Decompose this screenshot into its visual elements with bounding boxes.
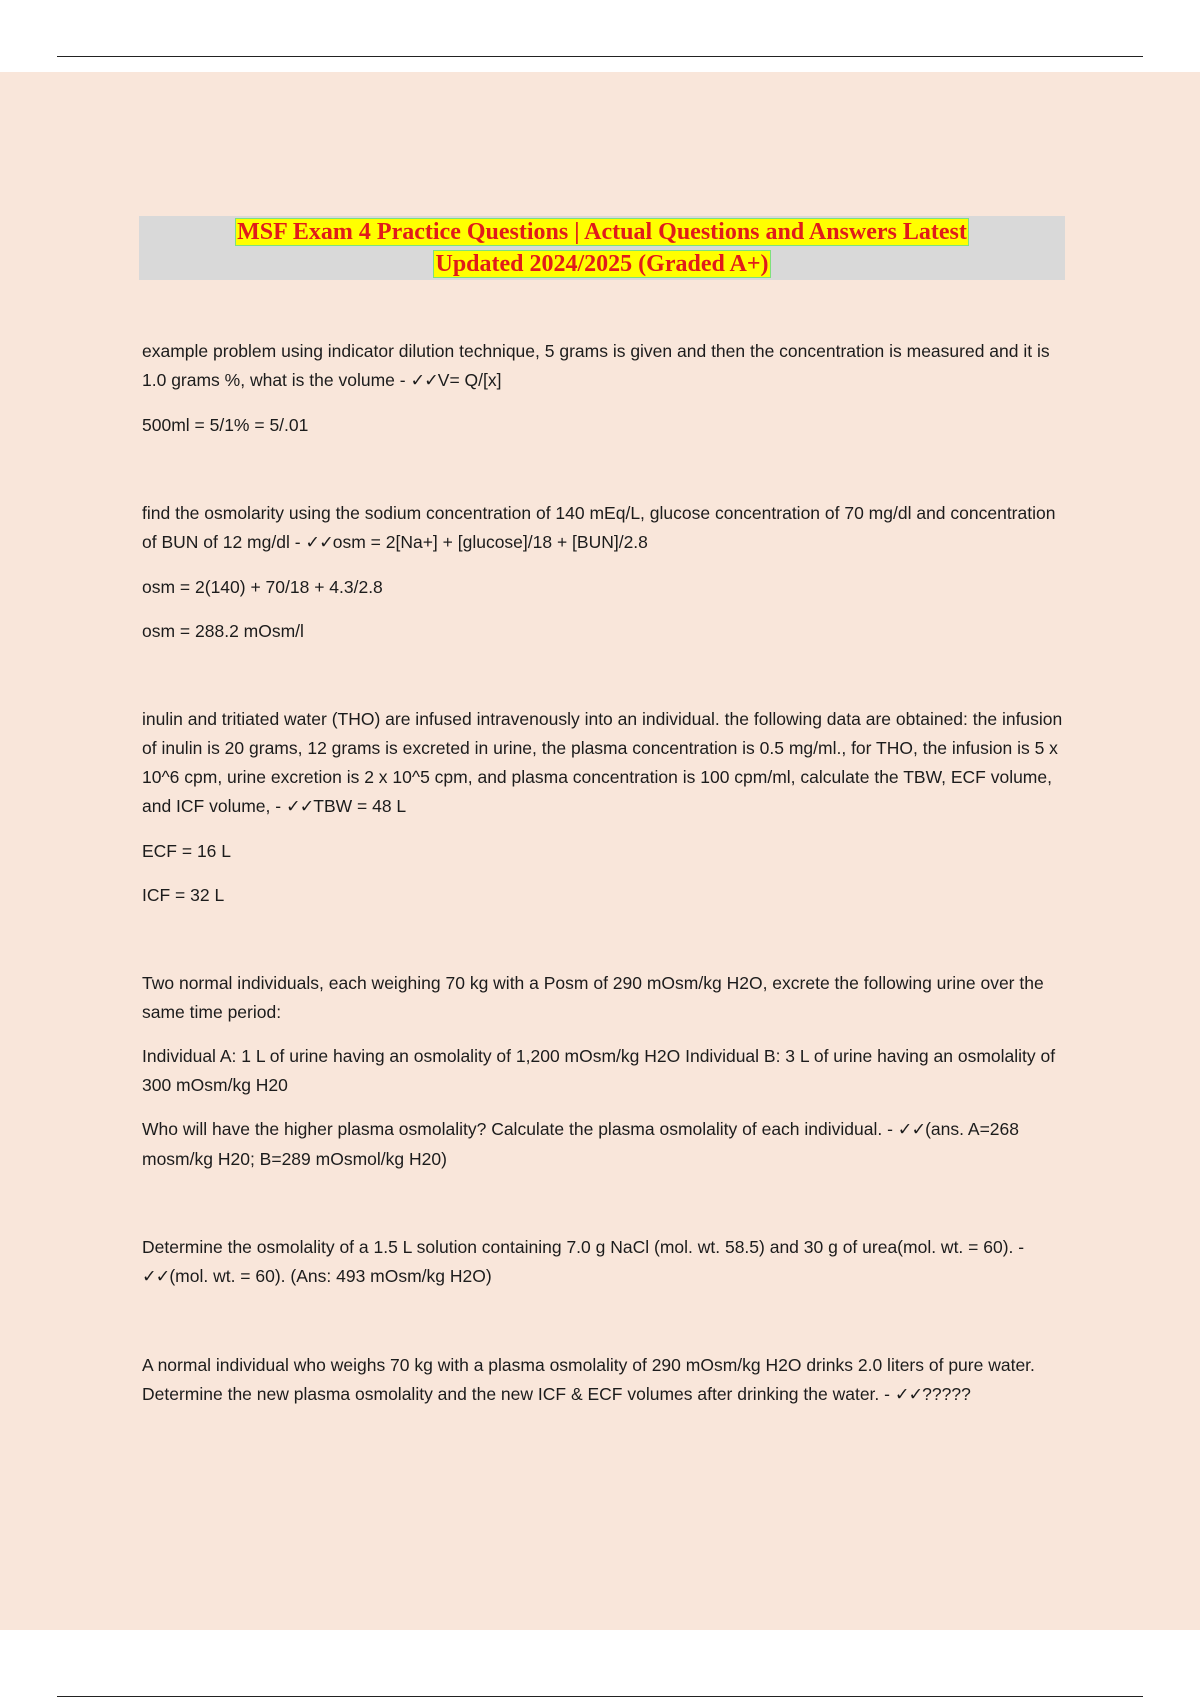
qa-item (142, 499, 1066, 646)
qa-item (142, 1233, 1066, 1292)
answer-text: (mol. wt. = 60). (Ans: 493 mOsm/kg H2O) (169, 1266, 492, 1286)
bottom-rule (57, 1696, 1143, 1697)
answer-text: TBW = 48 L (313, 796, 407, 816)
question-text: Who will have the higher plasma osmolality? Calculate the plasma osmolality of each individual. - (142, 1119, 898, 1139)
top-rule (57, 56, 1143, 57)
double-check-icon: ✓✓ (410, 371, 438, 391)
title-line-2: Updated 2024/2025 (Graded A+) (435, 251, 769, 277)
qa-intro: Individual A: 1 L of urine having an osmolality of 1,200 mOsm/kg H2O Individual B: 3 L of urine having an osmolality of 300 mOsm/kg H20 (142, 1046, 1056, 1095)
qa-item (142, 705, 1066, 910)
qa-question (142, 1233, 1066, 1292)
answer-line: ICF = 32 L (142, 885, 225, 905)
question-text: Determine the osmolality of a 1.5 L solution containing 7.0 g NaCl (mol. wt. 58.5) and 30 g of urea(mol. wt. = 60). - (142, 1237, 1025, 1257)
qa-question (142, 499, 1066, 558)
document-title (139, 216, 1065, 280)
answer-text: (ans. A=268 mosm/kg H20; B=289 mOsmol/kg H20) (142, 1119, 1020, 1169)
qa-question (142, 1115, 1066, 1174)
title-banner (139, 216, 1065, 280)
title-line-1: MSF Exam 4 Practice Questions | Actual Questions and Answers Latest (237, 219, 967, 245)
answer-text: V= Q/[x] (437, 370, 502, 390)
question-text: find the osmolarity using the sodium concentration of 140 mEq/L, glucose concentration of 70 mg/dl and concentration of BUN of 12 mg/dl - (142, 503, 1056, 552)
question-text: inulin and tritiated water (THO) are infused intravenously into an individual. the following data are obtained: the infusion of inulin is 20 grams, 12 grams is excreted in urine, the plasma concentration is 0.5 mg/ml., for THO, the infusion is 5 x 10^6 cpm, urine excretion is 2 x 10^5 cpm, and plasma concentration is 100 cpm/ml, calculate the TBW, ECF volume, and ICF volume, - (142, 709, 1063, 816)
double-check-icon: ✓✓ (285, 797, 314, 817)
qa-question (142, 705, 1066, 822)
qa-item (142, 337, 1066, 440)
answer-line: osm = 2(140) + 70/18 + 4.3/2.8 (142, 577, 383, 597)
question-text: A normal individual who weighs 70 kg with a plasma osmolality of 290 mOsm/kg H2O drinks 2.0 liters of pure water. Determine the new plasma osmolality and the new ICF & ECF volumes after drinking the water. - (142, 1355, 1035, 1404)
double-check-icon: ✓✓ (142, 1267, 170, 1287)
answer-text: osm = 2[Na+] + [glucose]/18 + [BUN]/2.8 (332, 532, 648, 552)
qa-question (142, 1351, 1066, 1410)
question-text: example problem using indicator dilution technique, 5 grams is given and then the concentration is measured and it is 1.0 grams %, what is the volume - (142, 341, 1050, 390)
double-check-icon: ✓✓ (305, 533, 333, 553)
answer-text: ????? (922, 1384, 971, 1404)
double-check-icon: ✓✓ (894, 1385, 923, 1405)
qa-item (142, 969, 1066, 1174)
qa-content (142, 337, 1066, 1469)
qa-question (142, 337, 1066, 396)
answer-line: 500ml = 5/1% = 5/.01 (142, 415, 309, 435)
answer-line: ECF = 16 L (142, 841, 232, 861)
double-check-icon: ✓✓ (897, 1120, 926, 1140)
qa-intro: Two normal individuals, each weighing 70 kg with a Posm of 290 mOsm/kg H2O, excrete the following urine over the same time period: (142, 973, 1044, 1022)
answer-line: osm = 288.2 mOsm/l (142, 621, 304, 641)
qa-item (142, 1351, 1066, 1410)
